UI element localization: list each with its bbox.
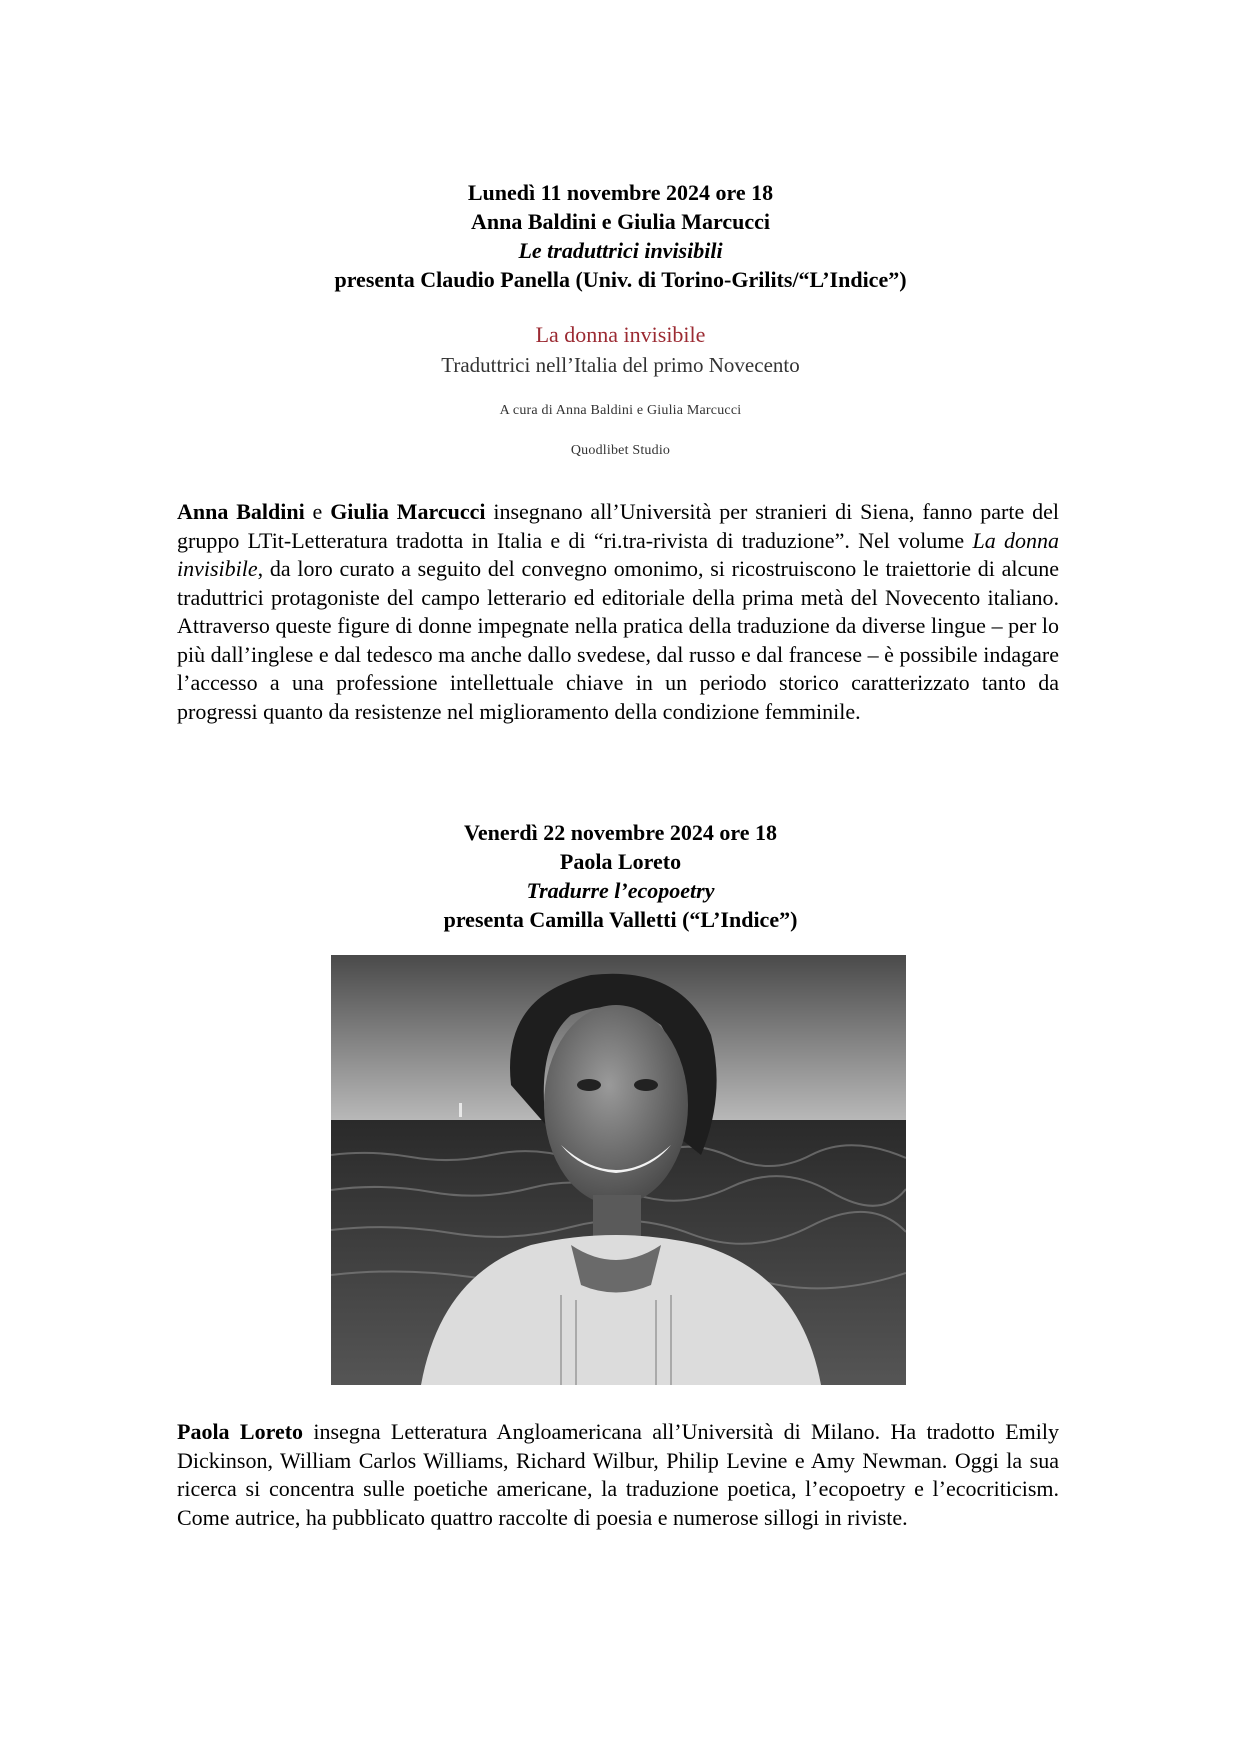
event-1-description [177,498,1059,726]
author-name: Paola Loreto [177,1419,304,1444]
author-name-2: Giulia Marcucci [330,499,486,524]
event-2-title: Tradurre l’ecopoetry [526,878,715,903]
description-text-2: , da loro curato a seguito del convegno omonimo, si ricostruiscono le traiettorie di alcune traduttrici protagoniste del campo letterario ed editoriale della prima metà del Novecento italiano. Attraverso queste figure di donne impegnate nella pratica della traduzione da diverse lingue – per lo più dall’inglese e dal tedesco ma anche dallo svedese, dal russo e dal francese – è possibile indagare l’accesso a una professione intellettuale chiave in un periodo storico caratterizzato tanto da progressi quanto da resistenze nel miglioramento della condizione femminile. [177,556,1059,724]
event-2-date: Venerdì 22 novembre 2024 ore 18 [463,820,778,845]
event-1-presenter: presenta Claudio Panella (Univ. di Torino-Grilits/“L’Indice”) [334,267,907,292]
book-cover-text [0,320,1241,460]
event-2-description [177,1418,1059,1532]
conjunction: e [304,499,331,524]
event-2-presenter: presenta Camilla Valletti (“L’Indice”) [443,907,798,932]
event-2-header [0,818,1241,934]
event-2-author: Paola Loreto [559,849,682,874]
cover-title: La donna invisibile [535,322,706,347]
cover-subtitle: Traduttrici nell’Italia del primo Novecento [441,353,800,377]
event-1-title: Le traduttrici invisibili [518,238,723,263]
event-1-header [0,178,1241,294]
book-title: La donna invisibile [177,527,1059,581]
description-text-1: insegnano all’Università per stranieri di Siena, fanno parte del gruppo LTit-Letteratura tradotta in Italia e di “ri.tra-rivista di traduzione”. Nel volume [177,499,1059,553]
event-1-authors: Anna Baldini e Giulia Marcucci [470,209,771,234]
cover-publisher: Quodlibet Studio [570,443,671,458]
event-1-date: Lunedì 11 novembre 2024 ore 18 [467,180,774,205]
author-portrait-photo [331,955,906,1385]
cover-editors: A cura di Anna Baldini e Giulia Marcucci [499,403,742,418]
description-text: insegna Letteratura Angloamericana all’Università di Milano. Ha tradotto Emily Dickinson, William Carlos Williams, Richard Wilbur, Philip Levine e Amy Newman. Oggi la sua ricerca si concentra sulle poetiche americane, la traduzione poetica, l’ecopoetry e l’ecocriticism. Come autrice, ha pubblicato quattro raccolte di poesia e numerose sillogi in riviste. [177,1419,1059,1530]
author-name-1: Anna Baldini [177,499,305,524]
